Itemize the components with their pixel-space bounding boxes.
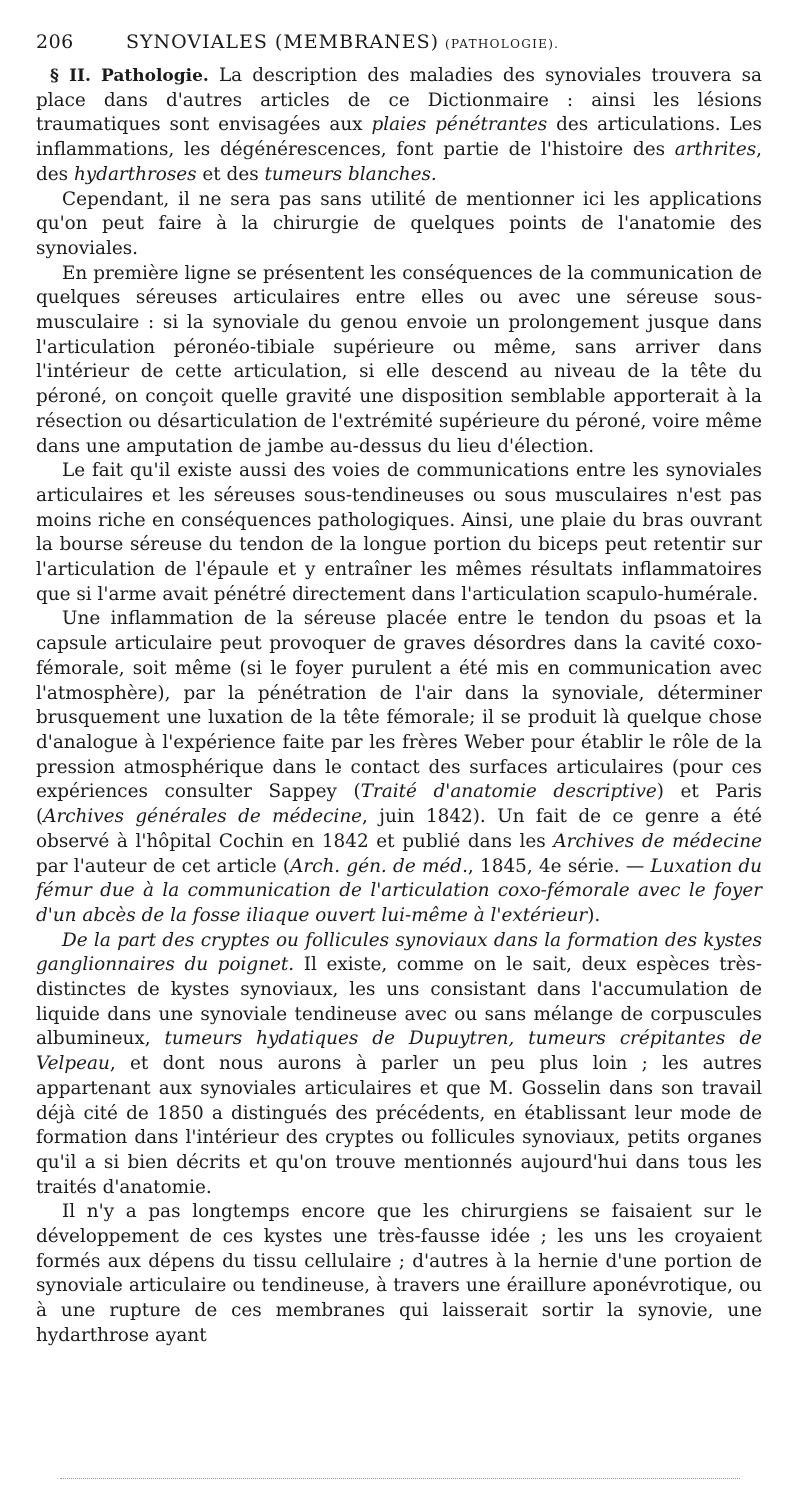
p5-emphasis-5: Luxation du fémur due à la communication de l'articulation coxo-fémorale avec le foyer d'un abcès de la fosse iliaque ouvert lui-même à l'extérieur	[36, 855, 762, 926]
running-subtitle: (PATHOLOGIE).	[445, 37, 560, 51]
p1-emphasis-2: arthrites	[674, 139, 757, 161]
p6-text: Il existe, comme on le sait, deux espèces très-distinctes de kystes synoviaux, les uns consistant dans l'accumulation de liquide dans une synoviale tendineuse avec ou sans mélange de corpuscules albumineux,	[36, 954, 762, 1050]
page-number: 206	[36, 31, 74, 53]
p1-emphasis-4: tumeurs blanches.	[264, 163, 437, 185]
p5-text-5: , 1845, 4e série. —	[467, 855, 651, 877]
p5-emphasis-1: Traité d'anatomie descriptive	[360, 781, 657, 803]
p5-text-3: , juin 1842). Un fait de ce genre a été observé à l'hôpital Cochin en 1842 et publié dans les	[36, 806, 762, 852]
p1-text-3: , des	[36, 139, 762, 185]
paragraph-6	[36, 929, 762, 1201]
p5-text-6: ).	[587, 904, 601, 926]
running-title: SYNOVIALES (MEMBRANES)	[126, 31, 440, 53]
paragraph-7: Il n'y a pas longtemps encore que les chirurgiens se faisaient sur le développement de ces kystes une très-fausse idée ; les uns les croyaient formés aux dépens du tissu cellulaire ; d'autres à la hernie d'une portion de synoviale articulaire ou tendineuse, à travers une éraillure aponévrotique, ou à une rupture de ces membranes qui laisserait sortir la synovie, une hydarthrose ayant	[36, 1201, 762, 1346]
p5-emphasis-4: Arch. gén. de méd.	[290, 855, 468, 877]
p6-emphasis-1: De la part des cryptes ou follicules synoviaux dans la formation des kystes ganglionnaires du poignet.	[36, 929, 762, 976]
running-head	[36, 30, 762, 58]
p1-text: La description des maladies des synoviales trouvera sa place dans d'autres articles de ce Dictionmaire : ainsi les lésions traumatiques sont envisagées aux	[36, 65, 762, 136]
p6-emphasis-2: tumeurs hydatiques de Dupuytren, tumeurs crépitantes de Velpeau	[36, 1028, 762, 1075]
p1-text-2: des articulations. Les inflammations, les dégénérescences, font partie de l'histoire des	[36, 114, 762, 161]
p5-emphasis-3: Archives de médecine	[553, 830, 762, 852]
paragraph-4: Le fait qu'il existe aussi des voies de communications entre les synoviales articulaires et les séreuses sous-tendineuses ou sous musculaires n'est pas moins riche en conséquences pathologiques. Ainsi, une plaie du bras ouvrant la bourse séreuse du tendon de la longue portion du biceps peut retentir sur l'articulation de l'épaule et y entraîner les mêmes résultats inflammatoires que si l'arme avait pénétré directement dans l'articulation scapulo-humérale.	[36, 460, 762, 605]
p5-emphasis-2: Archives générales de médecine	[43, 806, 363, 828]
footer-dotted-rule	[60, 1478, 740, 1479]
paragraph-3: En première ligne se présentent les conséquences de la communication de quelques séreuses articulaires entre elles ou avec une séreuse sous-musculaire : si la synoviale du genou envoie un prolongement jusque dans l'articulation péronéo-tibiale supérieure ou même, sans arriver dans l'intérieur de cette articulation, si elle descend au niveau de la tête du péroné, on conçoit quelle gravité une disposition semblable apporterait à la résection ou désarticulation de l'extrémité supérieure du péroné, voire même dans une amputation de jambe au-dessus du lieu d'élection.	[36, 262, 762, 457]
p5-text: Une inflammation de la séreuse placée entre le tendon du psoas et la capsule articulaire peut provoquer de graves désordres dans la cavité coxo-fémorale, soit même (si le foyer purulent a été mis en communication avec l'atmosphère), par la pénétration de l'air dans la synoviale, déterminer brusquement une luxation de la tête fémorale; il se produit là quelque chose d'analogue à l'expérience faite par les frères Weber pour établir le rôle de la pression atmosphérique dans le contact des surfaces articulaires (pour ces expériences consulter Sappey (	[36, 608, 762, 803]
p5-text-2: ) et Paris (	[36, 781, 762, 828]
p1-emphasis-1: plaies pénétrantes	[371, 114, 548, 136]
p1-emphasis-3: hydarthroses	[73, 163, 197, 185]
paragraph-1	[36, 64, 762, 188]
paragraph-5	[36, 607, 762, 928]
section-heading: § II. Pathologie.	[50, 66, 209, 86]
p1-text-4: et des	[196, 163, 265, 185]
p6-text-2: , et dont nous aurons à parler un peu plus loin ; les autres appartenant aux synoviales articulaires et que M. Gosselin dans son travail déjà cité de 1850 a distingués des précédents, en établissant leur mode de formation dans l'intérieur des cryptes ou follicules synoviaux, petits organes qu'il a si bien décrits et qu'on trouve mentionnés aujourd'hui dans tous les traités d'anatomie.	[36, 1053, 762, 1198]
paragraph-2: Cependant, il ne sera pas sans utilité de mentionner ici les applications qu'on peut faire à la chirurgie de quelques points de l'anatomie des synoviales.	[36, 188, 762, 259]
p5-text-4: par l'auteur de cet article (	[36, 855, 291, 877]
